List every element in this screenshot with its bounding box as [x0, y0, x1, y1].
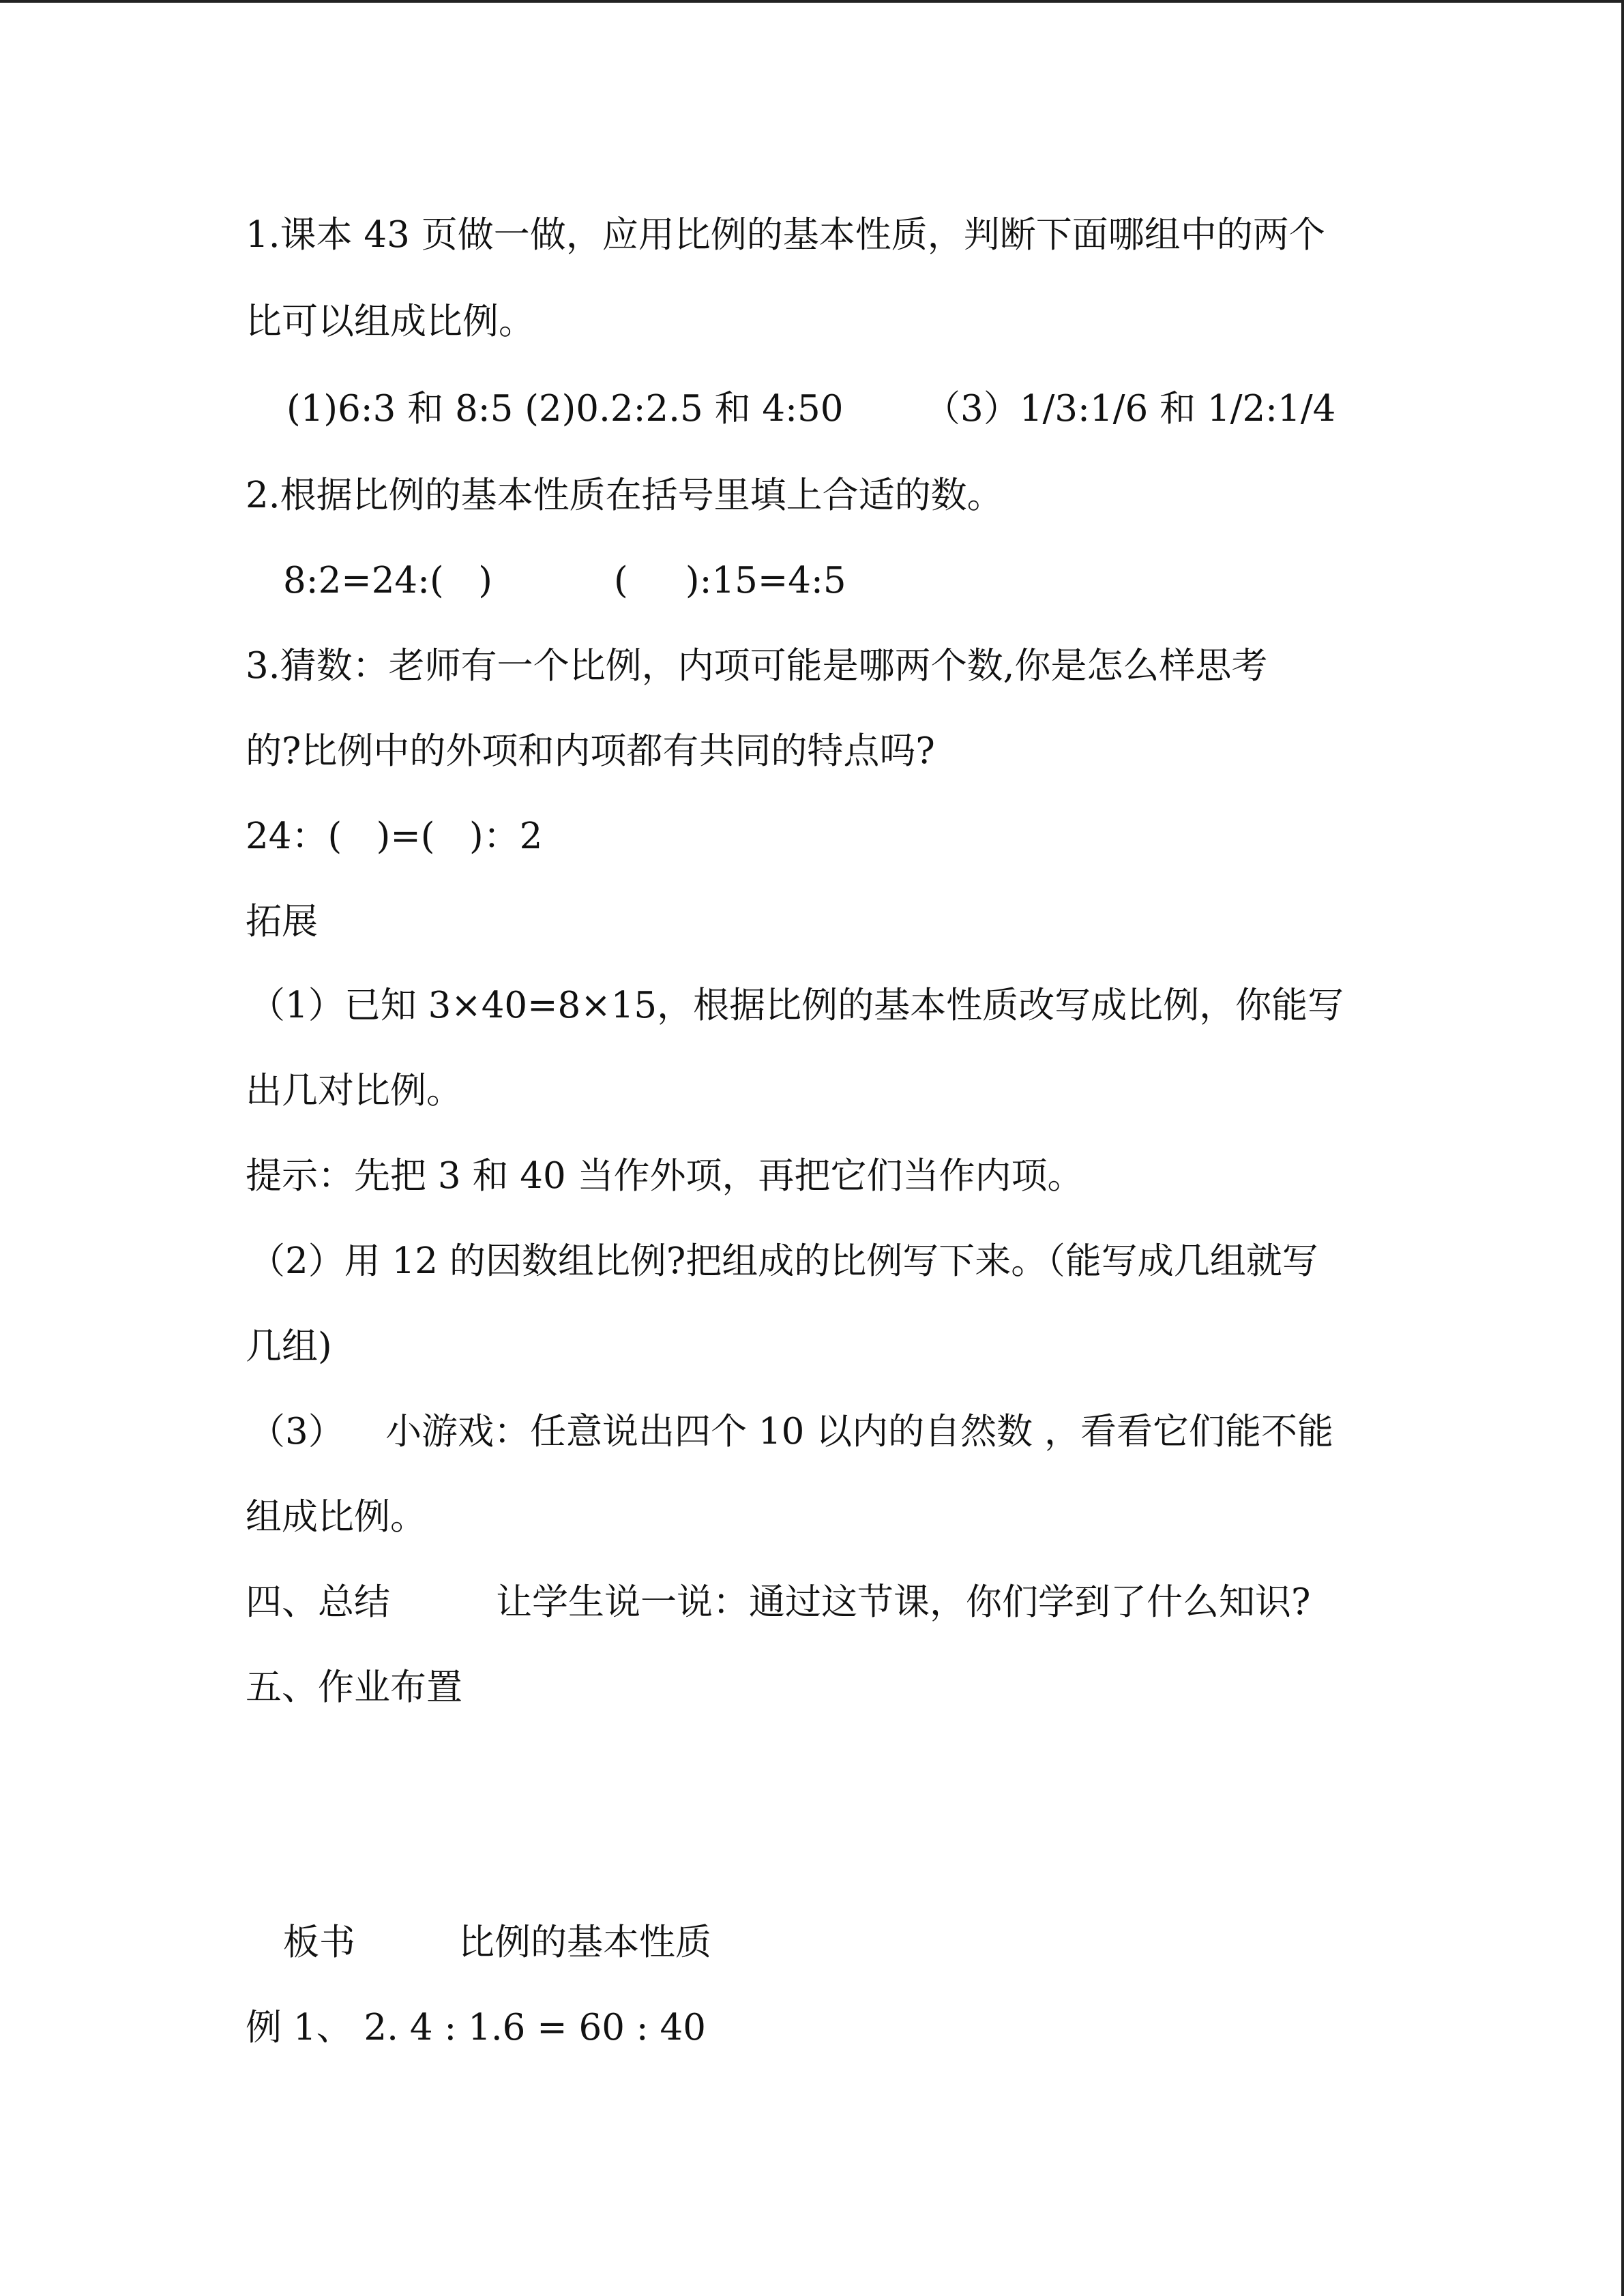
- extension-3-number: （3）: [249, 1411, 344, 1452]
- exercise-1-line-1: 1.课本 43 页做一做，应用比例的基本性质，判断下面哪组中的两个: [246, 214, 1325, 256]
- example-1-equation: 例 1、 2. 4 : 1.6 = 60 : 40: [246, 2007, 706, 2048]
- exercise-3-line-1: 3.猜数：老师有一个比例，内项可能是哪两个数,你是怎么样思考: [246, 645, 1268, 687]
- exercise-1-option-3: （3）1/3:1/6 和 1/2:1/4: [924, 388, 1336, 430]
- exercise-2-title: 2.根据比例的基本性质在括号里填上合适的数。: [246, 475, 1003, 516]
- exercise-2-blanks: [0, 559, 1624, 603]
- homework-heading: 五、作业布置: [246, 1667, 462, 1708]
- summary-heading: 四、总结: [246, 1581, 390, 1623]
- extension-2-line-1: （2）用 12 的因数组比例?把组成的比例写下来。（能写成几组就写: [249, 1240, 1318, 1282]
- summary-text: 让学生说一说：通过这节课，你们学到了什么知识?: [496, 1581, 1311, 1623]
- extension-1-line-2: 出几对比例。: [246, 1070, 462, 1112]
- exercise-1-options: [0, 387, 1624, 431]
- exercise-1-options-1-2: (1)6:3 和 8:5 (2)0.2:2.5 和 4:50: [286, 388, 844, 430]
- extension-heading: 拓展: [246, 901, 318, 942]
- exercise-2-blank-2: ( ):15=4:5: [614, 560, 846, 601]
- exercise-2-blank-1: 8:2=24:( ): [283, 560, 492, 601]
- extension-1-line-1: （1）已知 3×40=8×15，根据比例的基本性质改写成比例，你能写: [249, 985, 1344, 1026]
- summary-section: [0, 1581, 1624, 1624]
- blackboard-title-row: [0, 1921, 1624, 1965]
- blackboard-label: 板书: [283, 1922, 355, 1963]
- blackboard-title: 比例的基本性质: [458, 1922, 711, 1963]
- exercise-3-line-2: 的?比例中的外项和内项都有共同的特点吗?: [246, 730, 935, 772]
- extension-2-line-2: 几组): [246, 1326, 332, 1367]
- extension-3-text: 小游戏：任意说出四个 10 以内的自然数 ，看看它们能不能: [385, 1411, 1333, 1452]
- exercise-3-equation: 24：( )=( )：2: [246, 816, 543, 857]
- extension-3-line-2: 组成比例。: [246, 1496, 426, 1538]
- page-border-top: [0, 0, 1624, 3]
- extension-3-line-1: [0, 1410, 1624, 1454]
- extension-1-hint: 提示：先把 3 和 40 当作外项，再把它们当作内项。: [246, 1155, 1084, 1197]
- exercise-1-line-2: 比可以组成比例。: [246, 301, 535, 342]
